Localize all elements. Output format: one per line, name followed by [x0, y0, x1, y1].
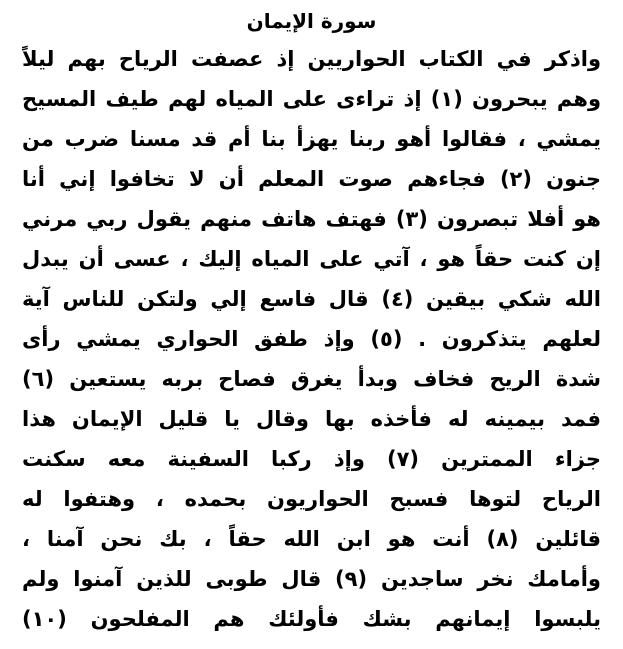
text-line: جنون (٢) فجاءهم صوت المعلم أن لا تخافوا إني أنا [22, 167, 601, 191]
text-line: وأمامك نخر ساجدين (٩) قال طوبى للذين آمنوا ولم [22, 567, 601, 591]
text-line: الله شكي بيقين (٤) قال فاسع إلي ولتكن للناس آية [22, 287, 601, 311]
text-line: يلبسوا إيمانهم بشك فأولئك هم المفلحون (١٠) [22, 607, 601, 631]
text-line: شدة الريح فخاف وبدأ يغرق فصاح بربه يستعين (٦) [22, 367, 601, 391]
text-line: الرياح لتوها فسبح الحواريون بحمده ، وهتفوا له [22, 487, 601, 511]
text-line: جزاء الممترين (٧) وإذ ركبا السفينة معه سكنت [22, 447, 601, 471]
text-line: قائلين (٨) أنت هو ابن الله حقاً ، بك نحن آمنا ، [22, 527, 601, 551]
text-line: واذكر في الكتاب الحواريين إذ عصفت الرياح بهم ليلاً [22, 47, 601, 71]
document-title: سورة الإيمان [246, 9, 377, 33]
text-line: إن كنت حقاً هو ، آتي على المياه إليك ، عسى أن يبدل [22, 247, 601, 271]
text-line: يمشي ، فقالوا أهو ربنا يهزأ بنا أم قد مسنا ضرب من [22, 127, 601, 151]
text-line: لعلهم يتذكرون . (٥) وإذ طفق الحواري يمشي رأى [22, 327, 601, 351]
text-line: وهم يبحرون (١) إذ تراءى على المياه لهم طيف المسيح [22, 87, 601, 111]
text-line: فمد بيمينه له فأخذه بها وقال يا قليل الإيمان هذا [22, 407, 601, 431]
text-line: هو أفلا تبصرون (٣) فهتف هاتف منهم يقول ربي مرني [22, 207, 601, 231]
